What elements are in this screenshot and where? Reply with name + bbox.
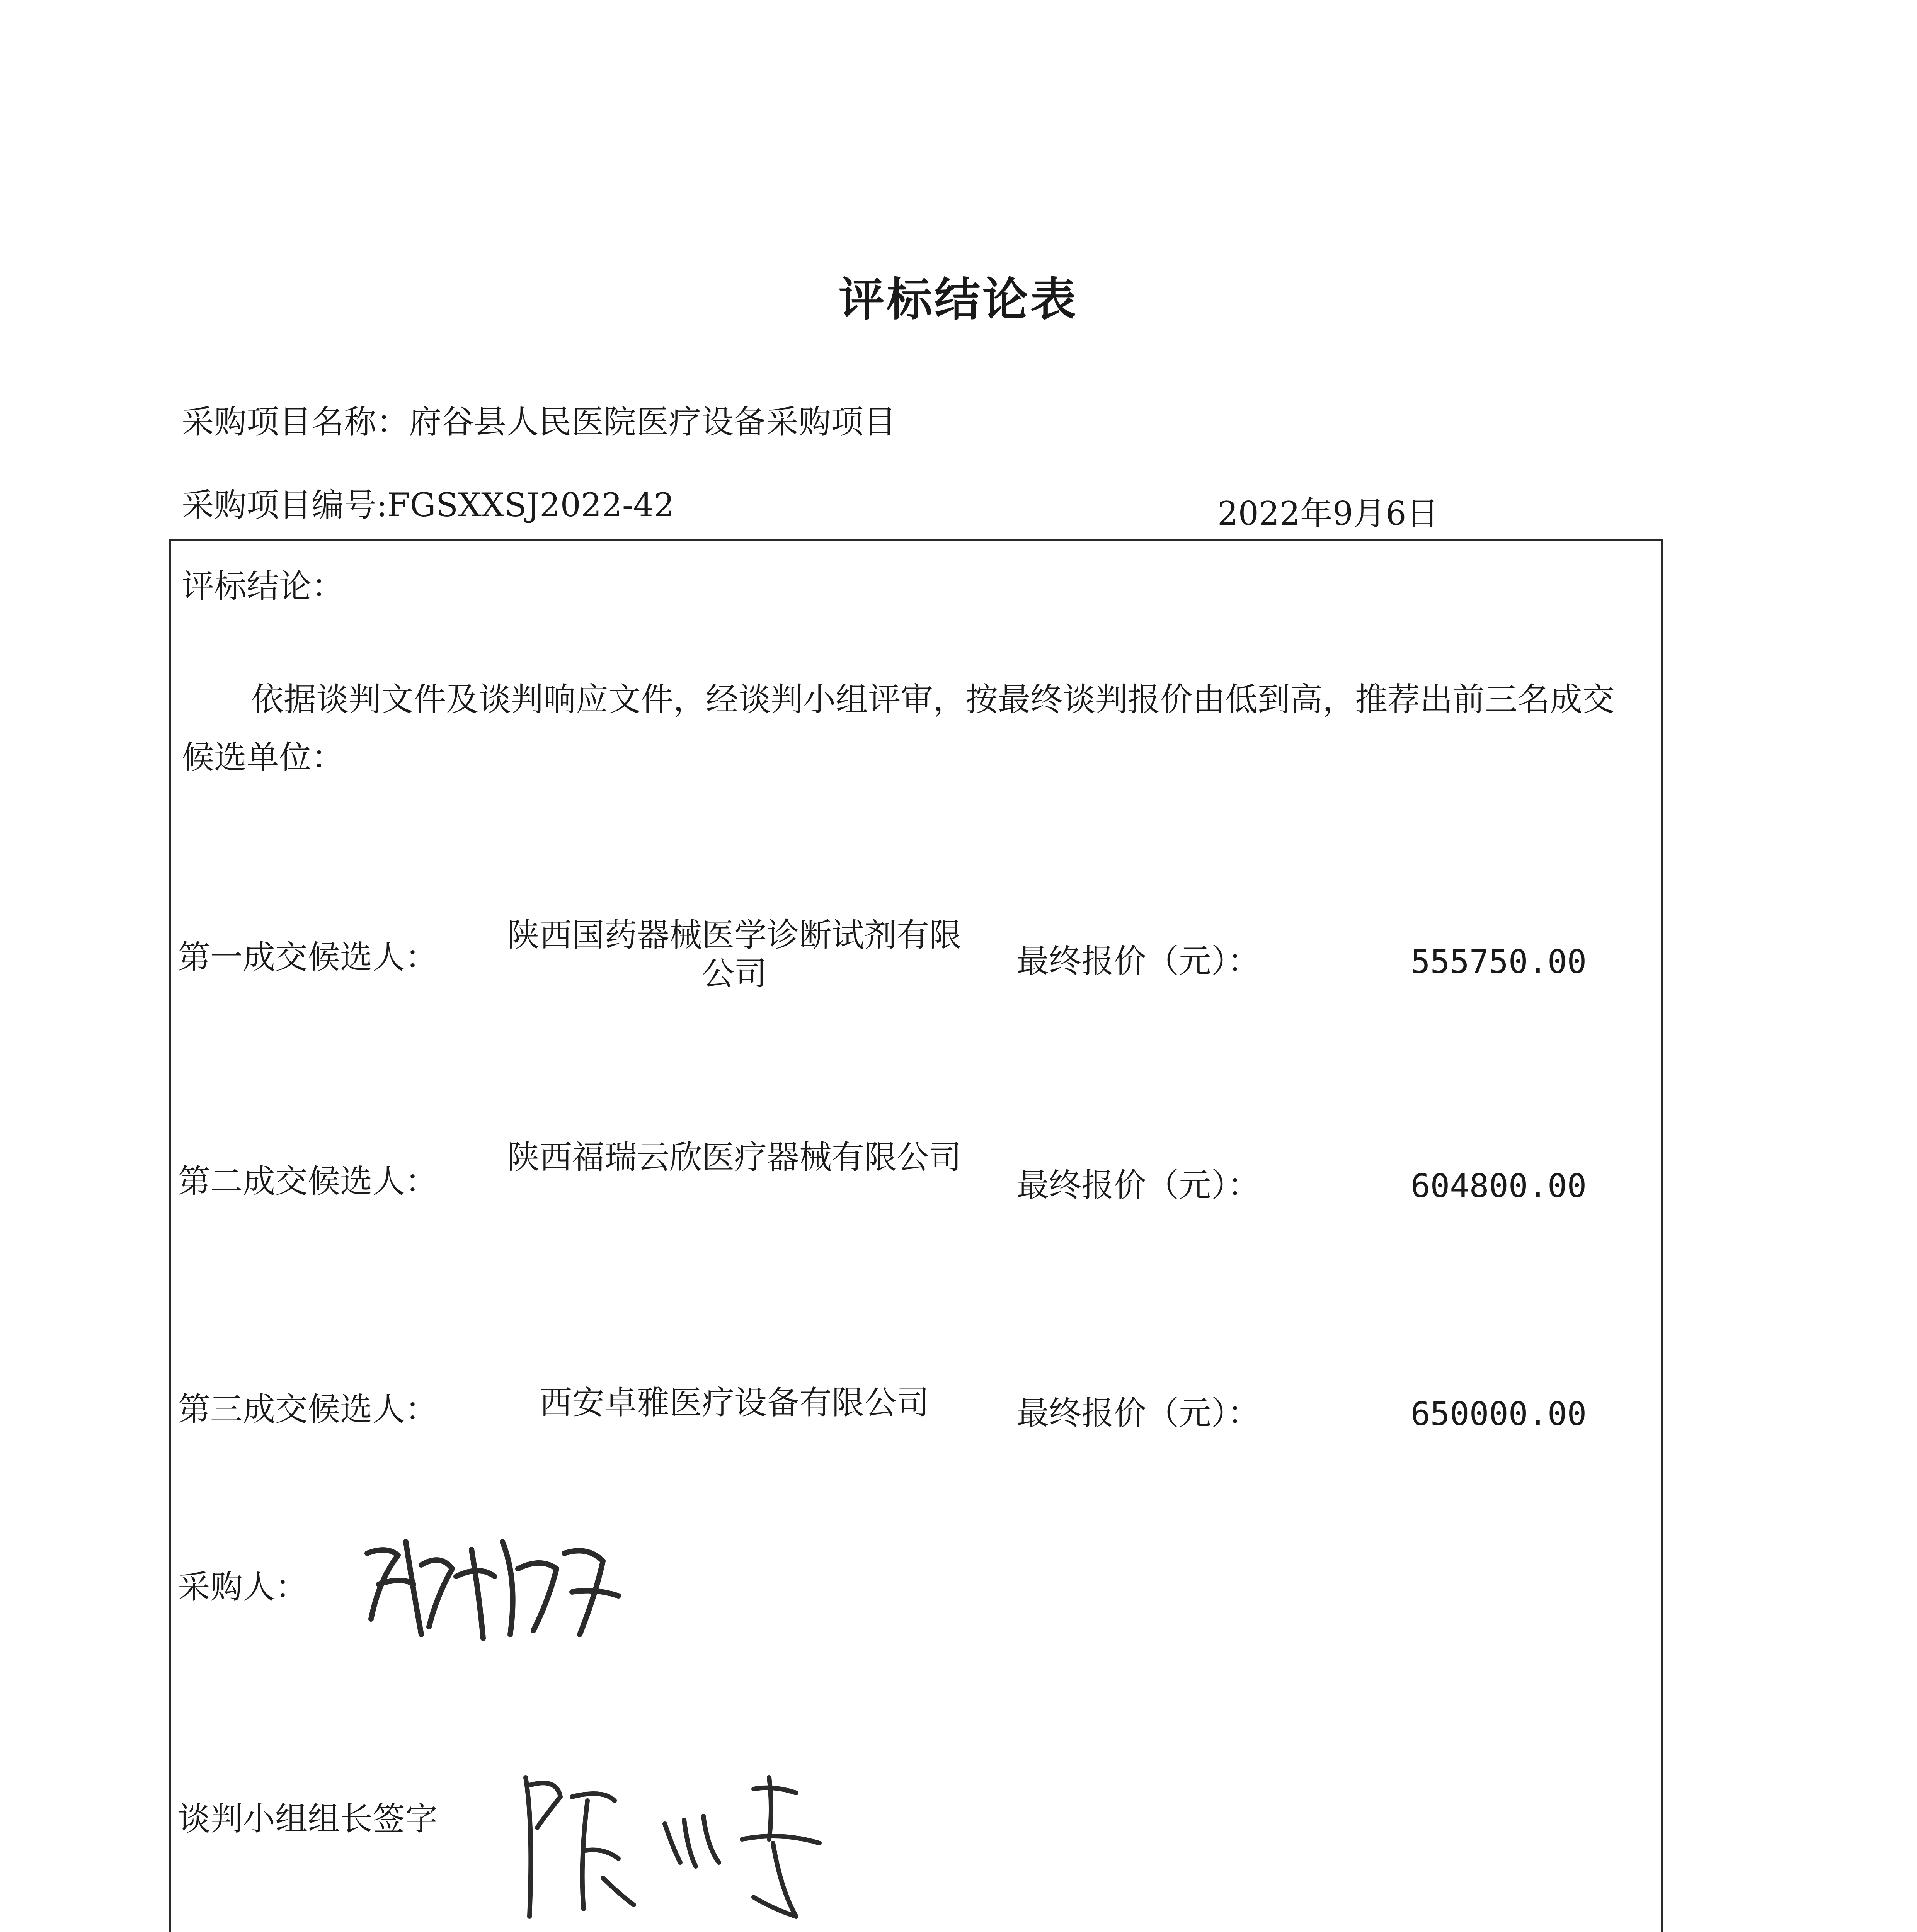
page-title: 评标结论表: [838, 272, 1078, 326]
candidate-2-price: 604800.00: [1411, 1167, 1587, 1205]
candidate-1-company: 陕西国药器械医学诊断试剂有限公司: [507, 916, 962, 993]
purchaser-label: 采购人：: [178, 1568, 308, 1606]
candidate-1-label: 第一成交候选人：: [178, 938, 438, 976]
candidate-3-price-label: 最终报价（元）：: [1016, 1394, 1260, 1432]
candidate-1-price-label: 最终报价（元）：: [1016, 942, 1260, 980]
candidate-1-price: 555750.00: [1411, 943, 1587, 981]
conclusion-text: 依据谈判文件及谈判响应文件，经谈判小组评审，按最终谈判报价由低到高，推荐出前三名成交候选单位：: [182, 680, 1615, 776]
conclusion-label: 评标结论：: [182, 567, 344, 605]
leader-label: 谈判小组组长签字: [178, 1800, 438, 1838]
document-date: 2022年9月6日: [1217, 495, 1439, 532]
project-number-line: 采购项目编号:FGSXXSJ2022-42: [182, 486, 675, 524]
candidate-2-price-label: 最终报价（元）：: [1016, 1166, 1260, 1204]
purchaser-signature: [356, 1519, 634, 1646]
candidate-2-label: 第二成交候选人：: [178, 1162, 438, 1200]
project-name-line: 采购项目名称：府谷县人民医院医疗设备采购项目: [182, 403, 896, 441]
candidate-3-label: 第三成交候选人：: [178, 1390, 438, 1428]
candidate-3-price: 650000.00: [1411, 1395, 1587, 1433]
candidate-3-company: 西安卓雅医疗设备有限公司: [539, 1384, 929, 1422]
leader-signature: [502, 1762, 850, 1924]
candidate-2-company: 陕西福瑞云欣医疗器械有限公司: [507, 1138, 962, 1176]
